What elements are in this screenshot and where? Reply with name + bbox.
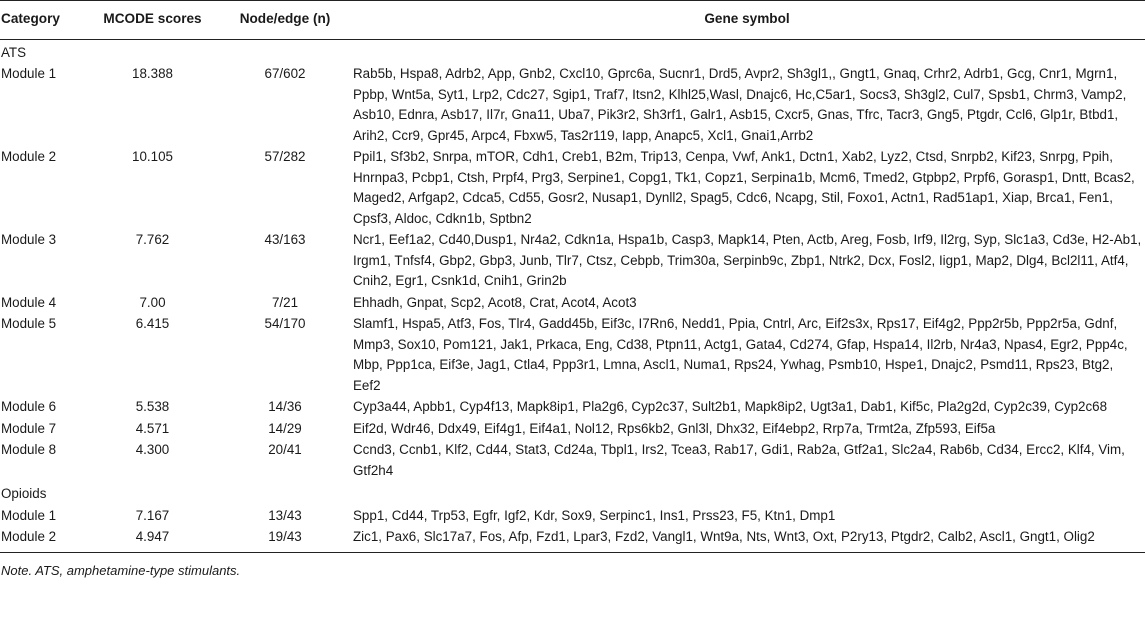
module-name: Module 5 bbox=[1, 316, 57, 331]
node-edge: 14/36 bbox=[268, 399, 302, 414]
section-row-opioids bbox=[0, 481, 1145, 505]
table-row bbox=[0, 146, 1145, 229]
table-row bbox=[0, 229, 1145, 292]
module-name: Module 3 bbox=[1, 232, 57, 247]
header-category: Category bbox=[0, 1, 84, 40]
node-edge: 7/21 bbox=[271, 294, 299, 310]
mcode-score: 7.167 bbox=[135, 507, 170, 523]
module-name: Module 1 bbox=[1, 66, 57, 81]
section-label: ATS bbox=[1, 44, 27, 60]
section-label: Opioids bbox=[1, 486, 47, 501]
table-header bbox=[0, 1, 1145, 40]
node-edge: 14/29 bbox=[268, 420, 302, 436]
table-row bbox=[0, 313, 1145, 396]
mcode-score: 5.538 bbox=[135, 399, 170, 414]
node-edge: 13/43 bbox=[268, 507, 302, 523]
module-name: Module 8 bbox=[1, 442, 57, 457]
module-name: Module 7 bbox=[1, 420, 57, 436]
module-name: Module 2 bbox=[1, 149, 57, 164]
header-row bbox=[0, 1, 1145, 40]
gene-symbols: Rab5b, Hspa8, Adrb2, App, Gnb2, Cxcl10, Gprc6a, Sucnr1, Drd5, Avpr2, Sh3gl1,, Gngt1, Gnaq, Crhr2, Adrb1, Gcg, Cnr1, Mgrn1, Ppbp, Wnt5a, Syt1, Lrp2, Cdc27, Sgip1, Traf7, Itsn2, Klhl25,Wasl, Dnajc6, Hc,C5ar1, Socs3, Sh3gl2, Cul7, Spsb1, Chrm3, Vamp2, Asb10, Ednra, Asb17, Il7r, Gna11, Uba7, Pik3r2, Sh3rf1, Galr1, Asb15, Cxcr5, Gnas, Tfrc, Tacr3, Gng5, Ptgdr, Ccl6, Glp1r, Btbd1, Arih2, Ccr9, Gpr45, Arpc4, Fbxw5, Tas2r119, Iapp, Anapc5, Xcl1, Gnai1,Arrb2 bbox=[353, 66, 1127, 143]
table-row bbox=[0, 439, 1145, 481]
table-row bbox=[0, 526, 1145, 552]
gene-symbols: Slamf1, Hspa5, Atf3, Fos, Tlr4, Gadd45b, Eif3c, I7Rn6, Nedd1, Ppia, Cntrl, Arc, Eif2s3x, Rps17, Eif4g2, Ppp2r5b, Ppp2r5a, Gdnf, Mmp3, Sox10, Pom121, Jak1, Prkaca, Eng, Cd38, Ptpn11, Actg1, Gata4, Cd274, Gfap, Hspa14, Il2rb, Nr4a3, Npas4, Egr2, Ppp4c, Mbp, Ppp1ca, Eif3e, Jag1, Ctla4, Ppp3r1, Lmna, Ascl1, Numa1, Rps24, Ywhag, Psmb10, Hspe1, Dnajc2, Psmd11, Rps23, Btg2, Eef2 bbox=[353, 316, 1128, 393]
mcode-score: 4.571 bbox=[135, 420, 170, 436]
header-gene-symbol: Gene symbol bbox=[349, 1, 1145, 40]
gene-symbols: Ncr1, Eef1a2, Cd40,Dusp1, Nr4a2, Cdkn1a, Hspa1b, Casp3, Mapk14, Pten, Actb, Areg, Fosb, Irf9, Il2rg, Syp, Slc1a3, Cd3e, H2-Ab1, Irgm1, Tnfsf4, Gbp2, Gbp3, Junb, Tlr7, Ctsz, Cebpb, Trim30a, Serpinb9c, Zbp1, Ntrk2, Dcx, Fosl2, Iigp1, Map2, Dlg4, Bcl2l11, Atf4, Cnih2, Egr1, Csnk1d, Cnih1, Grin2b bbox=[353, 232, 1142, 288]
gene-symbols: Spp1, Cd44, Trp53, Egfr, Igf2, Kdr, Sox9, Serpinc1, Ins1, Prss23, F5, Ktn1, Dmp1 bbox=[353, 507, 836, 523]
table-row bbox=[0, 396, 1145, 418]
mcode-score: 18.388 bbox=[132, 66, 173, 81]
gene-symbols: Eif2d, Wdr46, Ddx49, Eif4g1, Eif4a1, Nol12, Rps6kb2, Gnl3l, Dhx32, Eif4ebp2, Rrp7a, Trmt2a, Zfp593, Eif5a bbox=[353, 420, 996, 436]
module-name: Module 4 bbox=[1, 294, 57, 310]
header-mcode-scores: MCODE scores bbox=[84, 1, 221, 40]
module-name: Module 6 bbox=[1, 399, 57, 414]
gene-symbols: Cyp3a44, Apbb1, Cyp4f13, Mapk8ip1, Pla2g6, Cyp2c37, Sult2b1, Mapk8ip2, Ugt3a1, Dab1, Kif5c, Pla2g2d, Cyp2c39, Cyp2c68 bbox=[353, 399, 1108, 414]
section-row-ats bbox=[0, 39, 1145, 63]
node-edge: 19/43 bbox=[268, 529, 302, 544]
table-row bbox=[0, 418, 1145, 440]
mcode-score: 6.415 bbox=[135, 316, 170, 331]
table-row bbox=[0, 292, 1145, 314]
table-body bbox=[0, 39, 1145, 552]
gene-symbols: Ppil1, Sf3b2, Snrpa, mTOR, Cdh1, Creb1, B2m, Trip13, Cenpa, Vwf, Ank1, Dctn1, Xab2, Lyz2, Ctsd, Snrpb2, Kif23, Snrpg, Ppih, Hnrnpa3, Pcbp1, Ctsh, Prpf4, Prg3, Serpine1, Copg1, Tk1, Copz1, Serpina1b, Mcm6, Tmed2, Gtpbp2, Prpf6, Gorasp1, Dntt, Bcas2, Maged2, Arfgap2, Cdca5, Cd55, Gosr2, Nusap1, Dynll2, Spag5, Cdc6, Ncapg, Stil, Foxo1, Actn1, Rad51ap1, Xiap, Brca1, Fen1, Cpsf3, Aldoc, Cdkn1b, Sptbn2 bbox=[353, 149, 1135, 226]
module-name: Module 1 bbox=[1, 507, 57, 523]
node-edge: 43/163 bbox=[264, 232, 306, 247]
node-edge: 67/602 bbox=[264, 66, 306, 81]
table-row bbox=[0, 505, 1145, 527]
table-footnote: Note. ATS, amphetamine-type stimulants. bbox=[1, 562, 241, 578]
node-edge: 54/170 bbox=[264, 316, 306, 331]
mcode-score: 4.300 bbox=[135, 442, 170, 457]
mcode-score: 7.762 bbox=[135, 232, 170, 247]
header-node-edge: Node/edge (n) bbox=[221, 1, 349, 40]
gene-symbols: Zic1, Pax6, Slc17a7, Fos, Afp, Fzd1, Lpar3, Fzd2, Vangl1, Wnt9a, Nts, Wnt3, Oxt, P2ry13, Ptgdr2, Calb2, Ascl1, Gngt1, Olig2 bbox=[353, 529, 1095, 544]
mcode-score: 7.00 bbox=[139, 294, 166, 310]
module-name: Module 2 bbox=[1, 529, 57, 544]
mcode-score: 4.947 bbox=[135, 529, 170, 544]
table-row bbox=[0, 63, 1145, 146]
mcode-score: 10.105 bbox=[132, 149, 173, 164]
node-edge: 57/282 bbox=[264, 149, 306, 164]
gene-symbols: Ehhadh, Gnpat, Scp2, Acot8, Crat, Acot4, Acot3 bbox=[353, 294, 637, 310]
gene-symbols: Ccnd3, Ccnb1, Klf2, Cd44, Stat3, Cd24a, Tbpl1, Irs2, Tcea3, Rab17, Gdi1, Rab2a, Gtf2a1, Slc2a4, Rab6b, Cd34, Ercc2, Klf4, Vim, Gtf2h4 bbox=[353, 442, 1125, 478]
node-edge: 20/41 bbox=[268, 442, 302, 457]
